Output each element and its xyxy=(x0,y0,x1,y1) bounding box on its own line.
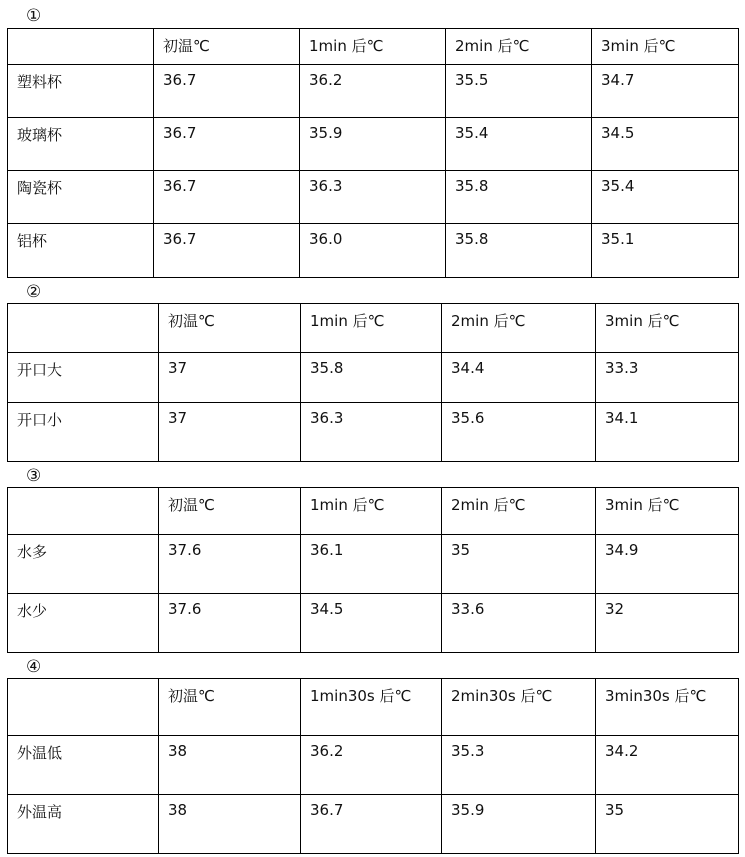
section-2-label: ② xyxy=(26,282,42,302)
table-cell: 35.8 xyxy=(446,171,592,224)
table-row xyxy=(8,171,739,224)
header-cell: 1min 后℃ xyxy=(301,488,442,535)
table-cell: 34.4 xyxy=(442,353,596,403)
table-cell: 33.3 xyxy=(596,353,739,403)
table-row xyxy=(8,65,739,118)
table-row xyxy=(8,403,739,462)
header-cell: 2min30s 后℃ xyxy=(442,679,596,736)
table-cell: 36.3 xyxy=(301,403,442,462)
header-cell: 3min 后℃ xyxy=(592,29,739,65)
row-label-cell: 陶瓷杯 xyxy=(8,171,154,224)
header-cell xyxy=(8,304,159,353)
header-cell: 2min 后℃ xyxy=(446,29,592,65)
table-cell: 36.3 xyxy=(300,171,446,224)
table-cell: 35.9 xyxy=(442,795,596,854)
table-header-row xyxy=(8,304,739,353)
header-cell: 初温℃ xyxy=(159,679,301,736)
table-cell: 36.7 xyxy=(154,118,300,171)
row-label-cell: 铝杯 xyxy=(8,224,154,278)
table-row xyxy=(8,736,739,795)
row-label-cell: 开口大 xyxy=(8,353,159,403)
table-cell: 38 xyxy=(159,795,301,854)
table-cell: 37.6 xyxy=(159,535,301,594)
table-cell: 36.7 xyxy=(154,224,300,278)
row-label-cell: 水多 xyxy=(8,535,159,594)
header-cell: 3min 后℃ xyxy=(596,304,739,353)
table-section-4 xyxy=(7,678,739,854)
section-1-label: ① xyxy=(26,6,42,26)
table-cell: 37 xyxy=(159,353,301,403)
table-cell: 35 xyxy=(442,535,596,594)
table-header-row xyxy=(8,488,739,535)
table-cell: 35.6 xyxy=(442,403,596,462)
table-cell: 36.7 xyxy=(301,795,442,854)
table-section-1 xyxy=(7,28,739,278)
table-cell: 38 xyxy=(159,736,301,795)
table-cell: 35.4 xyxy=(446,118,592,171)
header-cell: 1min30s 后℃ xyxy=(301,679,442,736)
table-cell: 36.0 xyxy=(300,224,446,278)
table-cell: 37.6 xyxy=(159,594,301,653)
table-header-row xyxy=(8,679,739,736)
table-row xyxy=(8,118,739,171)
table-cell: 34.5 xyxy=(301,594,442,653)
table-cell: 35.3 xyxy=(442,736,596,795)
header-cell: 初温℃ xyxy=(159,304,301,353)
row-label-cell: 外温高 xyxy=(8,795,159,854)
table-row xyxy=(8,535,739,594)
table-cell: 35.8 xyxy=(301,353,442,403)
table-section-2 xyxy=(7,303,739,462)
header-cell: 1min 后℃ xyxy=(301,304,442,353)
table-cell: 35.1 xyxy=(592,224,739,278)
row-label-cell: 玻璃杯 xyxy=(8,118,154,171)
table-cell: 36.1 xyxy=(301,535,442,594)
row-label-cell: 开口小 xyxy=(8,403,159,462)
table-section-3 xyxy=(7,487,739,653)
table-cell: 34.1 xyxy=(596,403,739,462)
row-label-cell: 塑料杯 xyxy=(8,65,154,118)
table-cell: 34.2 xyxy=(596,736,739,795)
row-label-cell: 水少 xyxy=(8,594,159,653)
table-cell: 33.6 xyxy=(442,594,596,653)
header-cell: 初温℃ xyxy=(154,29,300,65)
header-cell xyxy=(8,29,154,65)
header-cell: 初温℃ xyxy=(159,488,301,535)
table-cell: 35 xyxy=(596,795,739,854)
section-3-label: ③ xyxy=(26,466,42,486)
table-cell: 34.7 xyxy=(592,65,739,118)
table-cell: 34.9 xyxy=(596,535,739,594)
table-cell: 35.9 xyxy=(300,118,446,171)
header-cell: 1min 后℃ xyxy=(300,29,446,65)
header-cell xyxy=(8,679,159,736)
table-cell: 37 xyxy=(159,403,301,462)
section-4-label: ④ xyxy=(26,657,42,677)
table-cell: 35.8 xyxy=(446,224,592,278)
table-cell: 36.7 xyxy=(154,65,300,118)
table-cell: 32 xyxy=(596,594,739,653)
table-header-row xyxy=(8,29,739,65)
table-cell: 36.2 xyxy=(300,65,446,118)
table-row xyxy=(8,224,739,278)
table-cell: 35.5 xyxy=(446,65,592,118)
table-cell: 36.2 xyxy=(301,736,442,795)
table-cell: 36.7 xyxy=(154,171,300,224)
row-label-cell: 外温低 xyxy=(8,736,159,795)
table-row xyxy=(8,353,739,403)
header-cell: 3min30s 后℃ xyxy=(596,679,739,736)
table-cell: 34.5 xyxy=(592,118,739,171)
table-row xyxy=(8,795,739,854)
table-row xyxy=(8,594,739,653)
header-cell: 2min 后℃ xyxy=(442,304,596,353)
header-cell xyxy=(8,488,159,535)
header-cell: 3min 后℃ xyxy=(596,488,739,535)
table-cell: 35.4 xyxy=(592,171,739,224)
header-cell: 2min 后℃ xyxy=(442,488,596,535)
